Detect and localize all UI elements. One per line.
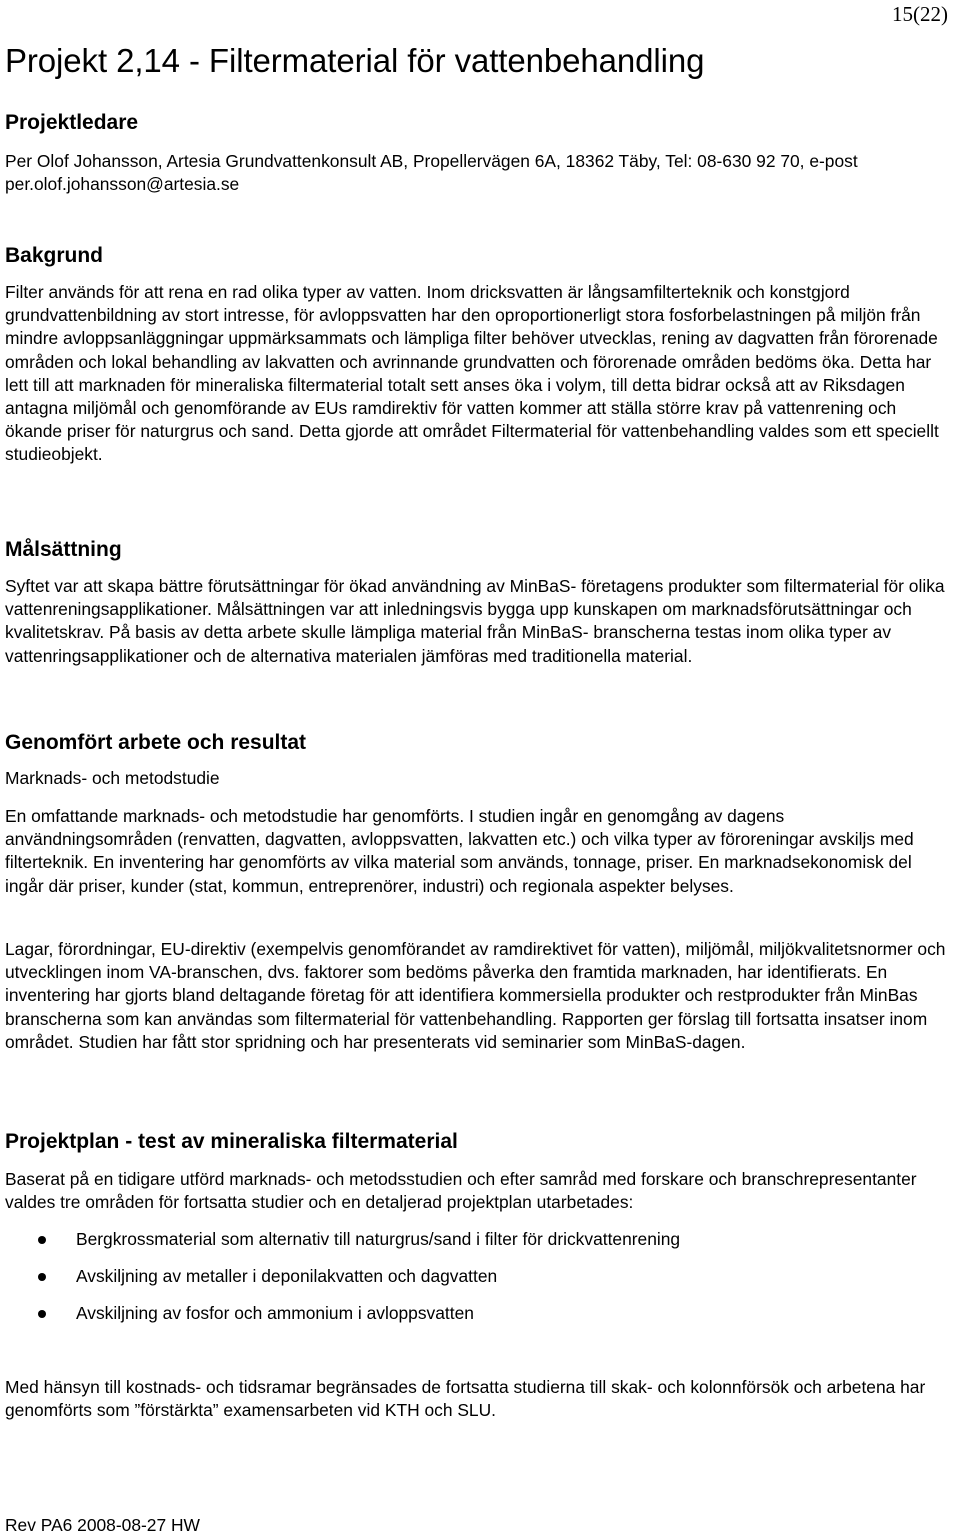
bullet-icon [38,1236,46,1244]
footer-revision: Rev PA6 2008-08-27 HW [5,1515,200,1535]
genomfort-heading: Genomfört arbete och resultat [5,731,307,754]
bakgrund-text: Filter används för att rena en rad olika typer av vatten. Inom dricksvatten är långsamfilterteknik och konstgjord grundvattenbildning av stort intresse, för avloppsvatten har den oproportionerligt stora fosforbelastningen på miljön från mindre avloppsanläggningar uppmärksammats och lämpliga filter behöver utvecklas, rening av dagvatten från förorenade områden och lokal behandling av lakvatten och avrinnande grundvatten och förorenade områden bedöms öka. Detta har lett till att marknaden för mineraliska filtermaterial totalt sett anses öka i volym, till detta bidrar också att av Riksdagen antagna miljömål och genomförande av EUs ramdirektiv för vatten kommer att ställa större krav på vattenrening och ökande priser för naturgrus och sand. Detta gjorde att området Filtermaterial för vattenbehandling valdes som ett speciellt studieobjekt. [5,282,939,465]
list-item [5,1228,680,1265]
bullet-icon [38,1273,46,1281]
projektledare-heading: Projektledare [5,111,139,134]
metodstudie-subheading: Marknads- och metodstudie [5,768,220,788]
bullet-icon [38,1310,46,1318]
genomfort-paragraph-2: Lagar, förordningar, EU-direktiv (exempelvis genomförandet av ramdirektivet för vatten), miljömål, miljökvalitetsnormer och utvecklingen inom VA-branschen, dvs. faktorer som bedöms påverka den framtida marknaden, har identifierats. En inventering har gjorts bland deltagande företag för att identifiera kommersiella produkter och restprodukter från MinBas branscherna som kan användas som filtermaterial för vattenbehandling. Rapporten ger förslag till fortsatta insatser inom området. Studien har fått stor spridning och har presenterats vid seminarier som MinBaS-dagen. [5,939,946,1052]
malsattning-heading: Målsättning [5,538,122,561]
list-item [5,1265,680,1302]
projektledare-text: Per Olof Johansson, Artesia Grundvattenkonsult AB, Propellervägen 6A, 18362 Täby, Tel: 08-630 92 70, e-post per.olof.johansson@artesia.se [5,151,858,195]
genomfort-paragraph-1: En omfattande marknads- och metodstudie har genomförts. I studien ingår en genomgång av dagens användningsområden (renvatten, dagvatten, avloppsvatten, lakvatten etc.) och vilka typer av föroreningar avskiljs med filterteknik. En inventering har genomförts av vilka material som används, tonnage, priser. En marknadsekonomisk del ingår där priser, kunder (stat, kommun, entreprenörer, industri) och regionala aspekter belyses. [5,806,914,896]
projektplan-heading: Projektplan - test av mineraliska filtermaterial [5,1130,458,1153]
malsattning-text: Syftet var att skapa bättre förutsättningar för ökad användning av MinBaS- företagens produkter som filtermaterial för olika vattenreningsapplikationer. Målsättningen var att inledningsvis bygga upp kunskapen om marknadsförutsättningar och kvalitetskrav. På basis av detta arbete skulle lämpliga material från MinBaS- branscherna testas inom olika typer av vattenringsapplikationer och de alternativa materialen jämföras med traditionella material. [5,576,945,666]
page-number: 15(22) [892,2,948,26]
list-item [5,1302,680,1339]
projektplan-closing: Med hänsyn till kostnads- och tidsramar begränsades de fortsatta studierna till skak- och kolonnförsök och arbetena har genomförts som ”förstärkta” examensarbeten vid KTH och SLU. [5,1377,926,1421]
list-item-text: Bergkrossmaterial som alternativ till naturgrus/sand i filter för drickvattenrening [76,1229,681,1249]
list-item-text: Avskiljning av fosfor och ammonium i avloppsvatten [76,1303,474,1323]
page-title: Projekt 2,14 - Filtermaterial för vattenbehandling [5,42,705,79]
projektplan-bullet-list [5,1228,680,1339]
projektplan-intro: Baserat på en tidigare utförd marknads- och metodsstudien och efter samråd med forskare och branschrepresentanter valdes tre områden för fortsatta studier och en detaljerad projektplan utarbetades: [5,1169,917,1213]
bakgrund-heading: Bakgrund [5,244,104,267]
list-item-text: Avskiljning av metaller i deponilakvatten och dagvatten [76,1266,498,1286]
